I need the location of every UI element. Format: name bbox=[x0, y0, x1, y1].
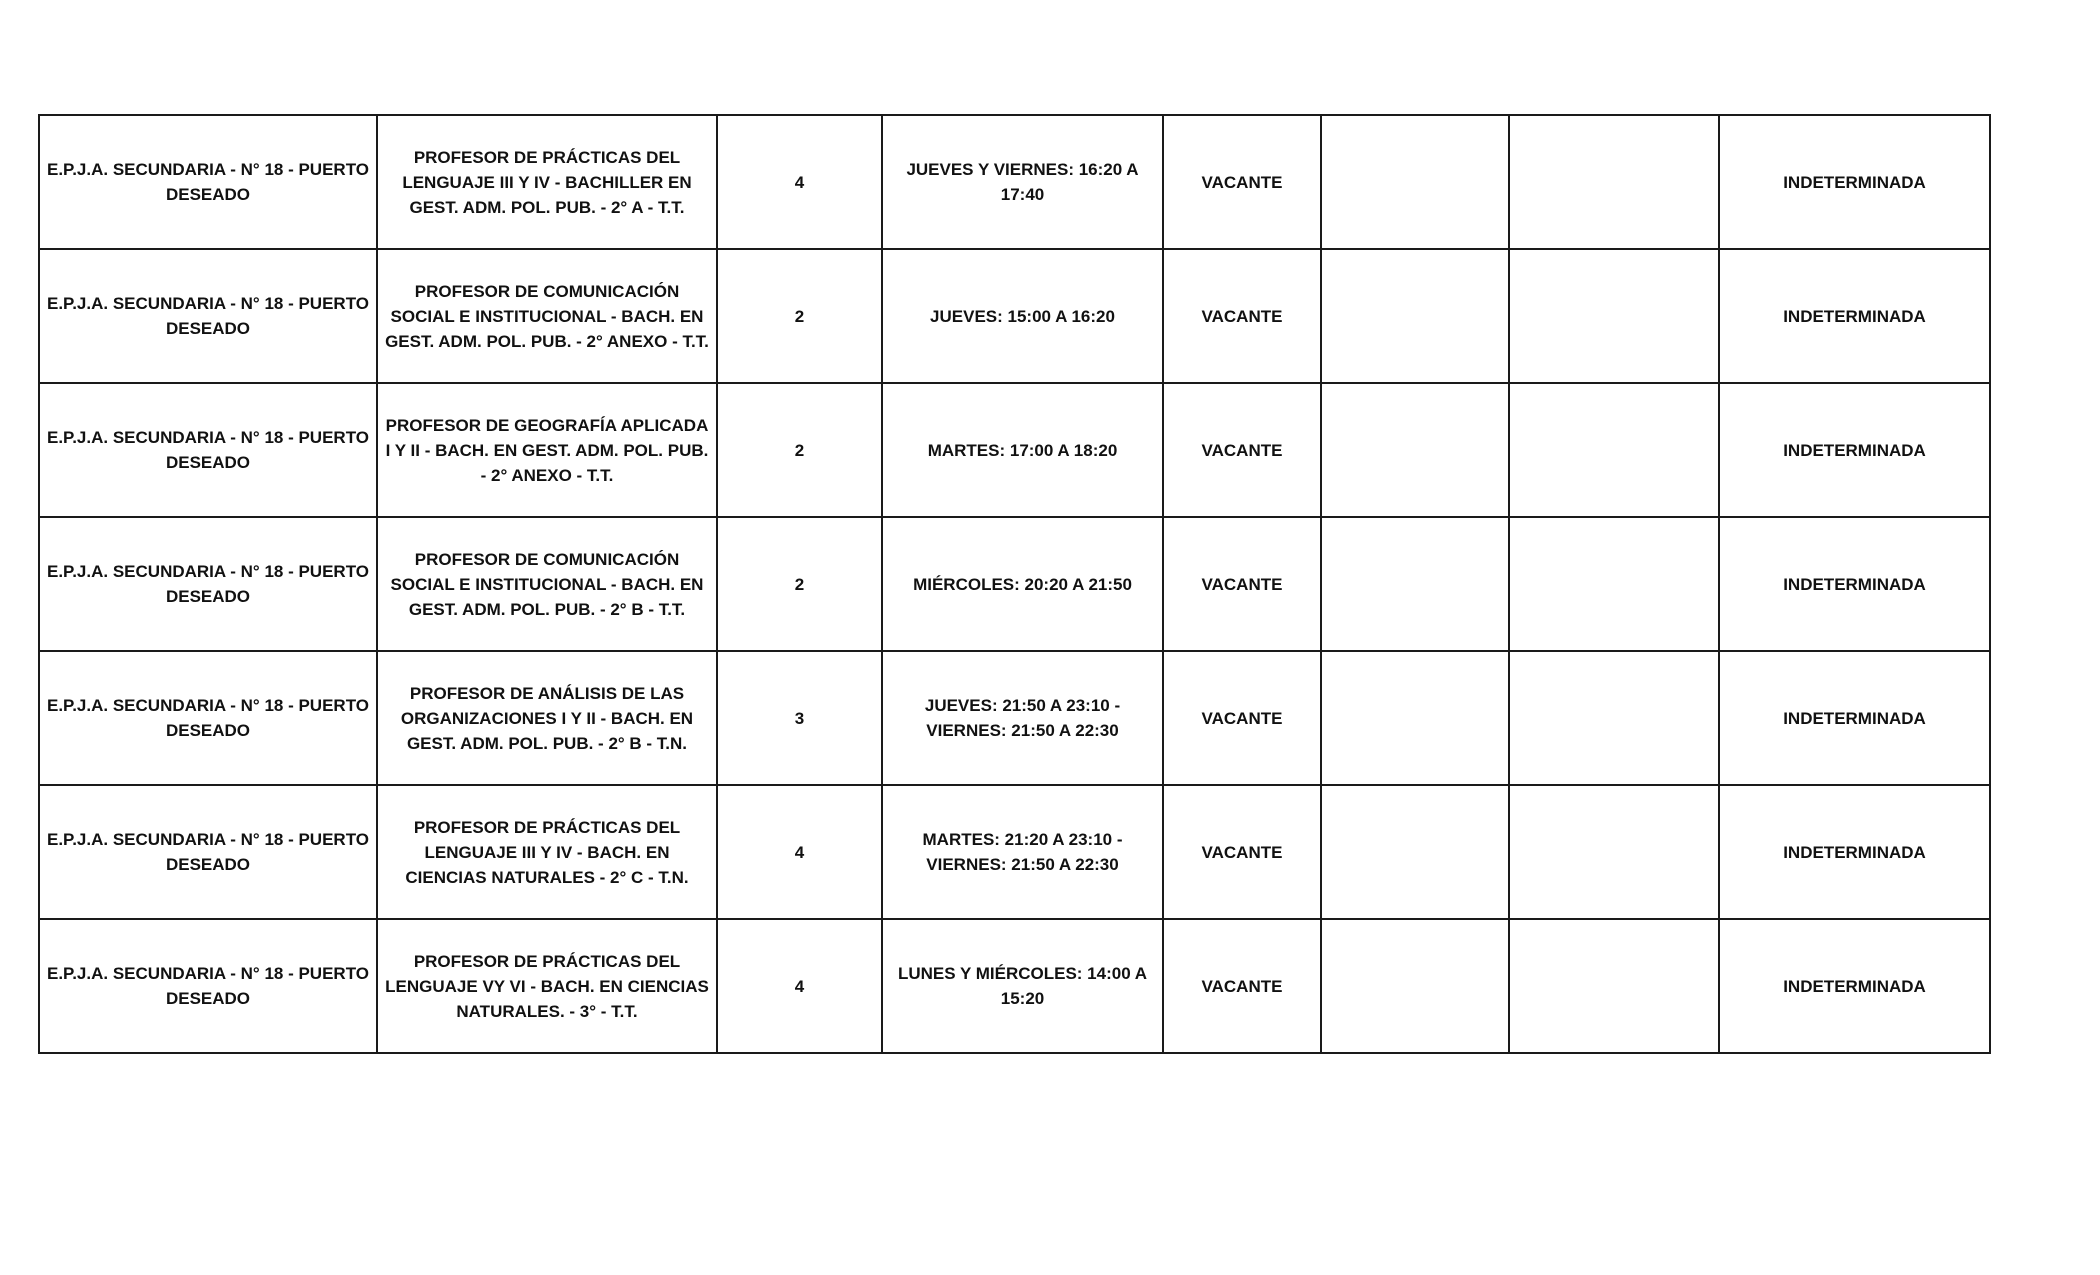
status-cell bbox=[1163, 383, 1321, 517]
school-cell-text: E.P.J.A. SECUNDARIA - N° 18 - PUERTO DESEADO bbox=[47, 562, 369, 606]
school-cell-text: E.P.J.A. SECUNDARIA - N° 18 - PUERTO DESEADO bbox=[47, 428, 369, 472]
term-cell bbox=[1719, 651, 1990, 785]
position-cell-text: PROFESOR DE PRÁCTICAS DEL LENGUAJE III Y IV - BACHILLER EN GEST. ADM. POL. PUB. - 2° A - T.T. bbox=[402, 147, 692, 217]
term-cell-text: INDETERMINADA bbox=[1783, 440, 1926, 460]
empty-cell bbox=[1509, 919, 1719, 1053]
status-cell bbox=[1163, 115, 1321, 249]
hours-cell bbox=[717, 919, 882, 1053]
status-cell bbox=[1163, 919, 1321, 1053]
empty-cell bbox=[1321, 919, 1509, 1053]
empty-cell bbox=[1321, 383, 1509, 517]
table-row bbox=[39, 785, 1990, 919]
status-cell-text: VACANTE bbox=[1201, 976, 1283, 996]
hours-cell-text: 2 bbox=[794, 306, 805, 326]
school-cell bbox=[39, 919, 377, 1053]
status-cell-text: VACANTE bbox=[1201, 842, 1283, 862]
schedule-cell bbox=[882, 115, 1163, 249]
status-cell-text: VACANTE bbox=[1201, 440, 1283, 460]
term-cell bbox=[1719, 249, 1990, 383]
position-cell-text: PROFESOR DE GEOGRAFÍA APLICADA I Y II - BACH. EN GEST. ADM. POL. PUB. - 2° ANEXO - T.T. bbox=[385, 415, 709, 485]
position-cell bbox=[377, 517, 717, 651]
schedule-cell-text: MARTES: 21:20 A 23:10 - VIERNES: 21:50 A 22:30 bbox=[922, 830, 1123, 874]
hours-cell-text: 4 bbox=[794, 842, 805, 862]
empty-cell bbox=[1509, 651, 1719, 785]
term-cell bbox=[1719, 383, 1990, 517]
empty-cell bbox=[1509, 115, 1719, 249]
status-cell-text: VACANTE bbox=[1201, 708, 1283, 728]
vacancy-sheet bbox=[38, 114, 1989, 1054]
hours-cell-text: 2 bbox=[794, 574, 805, 594]
hours-cell bbox=[717, 249, 882, 383]
schedule-cell-text: LUNES Y MIÉRCOLES: 14:00 A 15:20 bbox=[897, 964, 1148, 1008]
schedule-cell-text: JUEVES: 21:50 A 23:10 - VIERNES: 21:50 A 22:30 bbox=[924, 696, 1121, 740]
table-row bbox=[39, 115, 1990, 249]
school-cell-text: E.P.J.A. SECUNDARIA - N° 18 - PUERTO DESEADO bbox=[47, 964, 369, 1008]
table-row bbox=[39, 249, 1990, 383]
position-cell bbox=[377, 651, 717, 785]
status-cell bbox=[1163, 249, 1321, 383]
hours-cell-text: 2 bbox=[794, 440, 805, 460]
schedule-cell-text: JUEVES Y VIERNES: 16:20 A 17:40 bbox=[906, 160, 1139, 204]
school-cell-text: E.P.J.A. SECUNDARIA - N° 18 - PUERTO DESEADO bbox=[47, 696, 369, 740]
school-cell bbox=[39, 383, 377, 517]
table-body bbox=[39, 115, 1990, 1053]
term-cell bbox=[1719, 517, 1990, 651]
school-cell bbox=[39, 249, 377, 383]
position-cell bbox=[377, 919, 717, 1053]
schedule-cell bbox=[882, 517, 1163, 651]
schedule-cell bbox=[882, 785, 1163, 919]
school-cell bbox=[39, 785, 377, 919]
schedule-cell bbox=[882, 249, 1163, 383]
hours-cell-text: 4 bbox=[794, 172, 805, 192]
status-cell-text: VACANTE bbox=[1201, 172, 1283, 192]
term-cell-text: INDETERMINADA bbox=[1783, 708, 1926, 728]
table-row bbox=[39, 383, 1990, 517]
position-cell-text: PROFESOR DE PRÁCTICAS DEL LENGUAJE III Y IV - BACH. EN CIENCIAS NATURALES - 2° C - T.N. bbox=[405, 817, 689, 887]
empty-cell bbox=[1509, 249, 1719, 383]
schedule-cell bbox=[882, 919, 1163, 1053]
status-cell bbox=[1163, 651, 1321, 785]
hours-cell bbox=[717, 115, 882, 249]
term-cell bbox=[1719, 115, 1990, 249]
hours-cell bbox=[717, 785, 882, 919]
school-cell-text: E.P.J.A. SECUNDARIA - N° 18 - PUERTO DESEADO bbox=[47, 160, 369, 204]
hours-cell-text: 4 bbox=[794, 976, 805, 996]
term-cell-text: INDETERMINADA bbox=[1783, 976, 1926, 996]
schedule-cell-text: MIÉRCOLES: 20:20 A 21:50 bbox=[913, 574, 1132, 594]
hours-cell bbox=[717, 651, 882, 785]
schedule-cell bbox=[882, 651, 1163, 785]
table-row bbox=[39, 651, 1990, 785]
hours-cell bbox=[717, 517, 882, 651]
empty-cell bbox=[1321, 249, 1509, 383]
table-row bbox=[39, 919, 1990, 1053]
term-cell bbox=[1719, 785, 1990, 919]
hours-cell bbox=[717, 383, 882, 517]
table-row bbox=[39, 517, 1990, 651]
schedule-cell-text: JUEVES: 15:00 A 16:20 bbox=[930, 306, 1115, 326]
status-cell bbox=[1163, 517, 1321, 651]
position-cell-text: PROFESOR DE ANÁLISIS DE LAS ORGANIZACIONES I Y II - BACH. EN GEST. ADM. POL. PUB. - 2° B - T.N. bbox=[400, 683, 694, 753]
position-cell bbox=[377, 785, 717, 919]
position-cell bbox=[377, 383, 717, 517]
empty-cell bbox=[1509, 517, 1719, 651]
term-cell-text: INDETERMINADA bbox=[1783, 574, 1926, 594]
position-cell-text: PROFESOR DE COMUNICACIÓN SOCIAL E INSTITUCIONAL - BACH. EN GEST. ADM. POL. PUB. - 2° B - T.T. bbox=[390, 549, 704, 619]
status-cell-text: VACANTE bbox=[1201, 574, 1283, 594]
school-cell-text: E.P.J.A. SECUNDARIA - N° 18 - PUERTO DESEADO bbox=[47, 294, 369, 338]
position-cell-text: PROFESOR DE PRÁCTICAS DEL LENGUAJE VY VI - BACH. EN CIENCIAS NATURALES. - 3° - T.T. bbox=[385, 951, 709, 1021]
empty-cell bbox=[1509, 785, 1719, 919]
empty-cell bbox=[1321, 651, 1509, 785]
empty-cell bbox=[1509, 383, 1719, 517]
empty-cell bbox=[1321, 115, 1509, 249]
school-cell bbox=[39, 115, 377, 249]
status-cell-text: VACANTE bbox=[1201, 306, 1283, 326]
position-cell-text: PROFESOR DE COMUNICACIÓN SOCIAL E INSTITUCIONAL - BACH. EN GEST. ADM. POL. PUB. - 2° ANEXO - T.T. bbox=[385, 281, 709, 351]
school-cell bbox=[39, 651, 377, 785]
empty-cell bbox=[1321, 785, 1509, 919]
status-cell bbox=[1163, 785, 1321, 919]
schedule-cell bbox=[882, 383, 1163, 517]
school-cell bbox=[39, 517, 377, 651]
term-cell-text: INDETERMINADA bbox=[1783, 306, 1926, 326]
hours-cell-text: 3 bbox=[794, 708, 805, 728]
term-cell-text: INDETERMINADA bbox=[1783, 172, 1926, 192]
position-cell bbox=[377, 115, 717, 249]
term-cell-text: INDETERMINADA bbox=[1783, 842, 1926, 862]
school-cell-text: E.P.J.A. SECUNDARIA - N° 18 - PUERTO DESEADO bbox=[47, 830, 369, 874]
schedule-cell-text: MARTES: 17:00 A 18:20 bbox=[927, 440, 1118, 460]
vacancy-table bbox=[38, 114, 1991, 1054]
term-cell bbox=[1719, 919, 1990, 1053]
empty-cell bbox=[1321, 517, 1509, 651]
position-cell bbox=[377, 249, 717, 383]
